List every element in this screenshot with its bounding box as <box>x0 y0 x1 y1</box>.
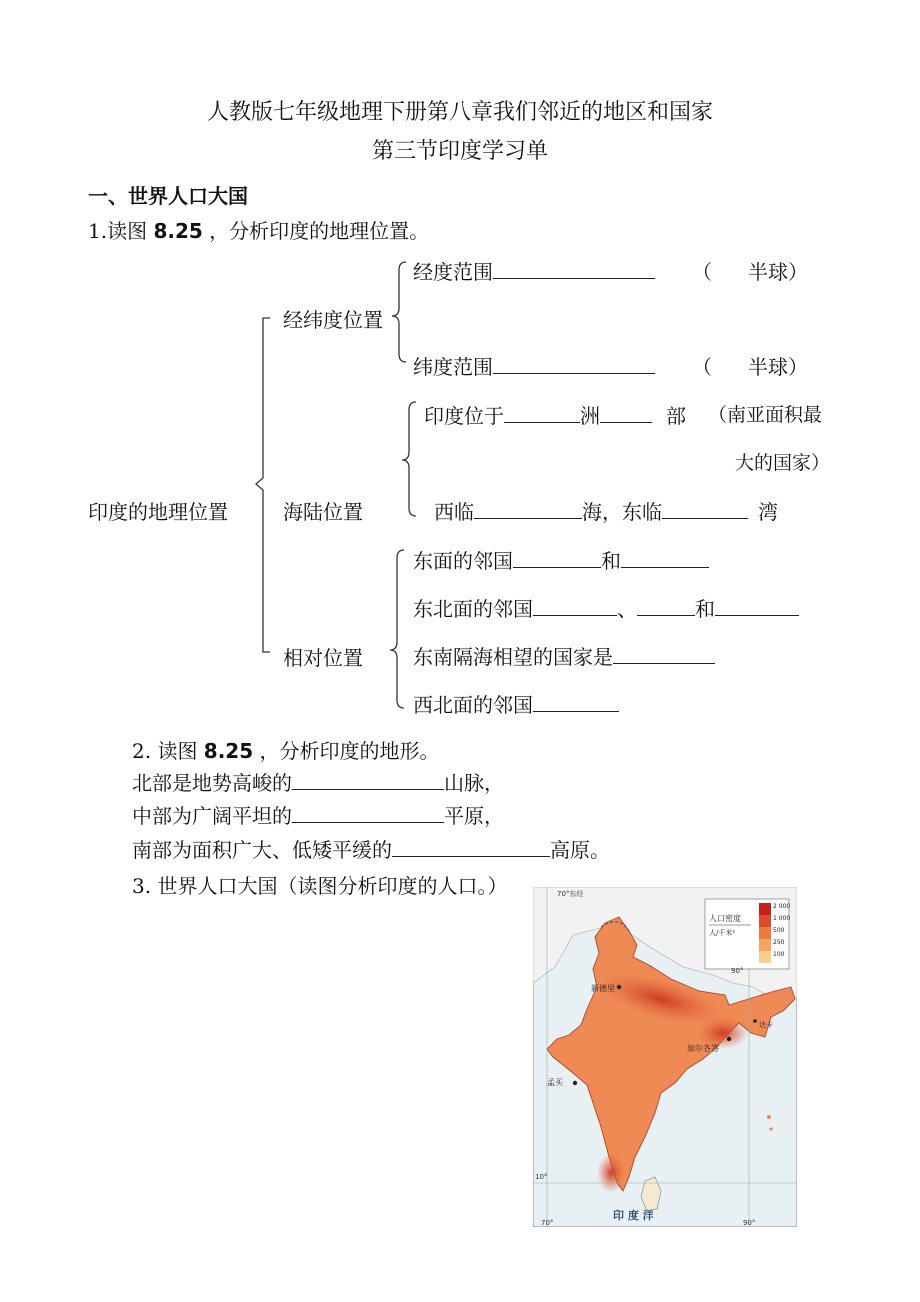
q3-text: 3. 世界人口大国（读图分析印度的人口。） <box>132 874 508 898</box>
east-blank-2[interactable] <box>621 549 709 568</box>
northwest-blank[interactable] <box>533 693 619 712</box>
legend-swatch <box>759 939 771 951</box>
legend-value: 100 <box>773 951 785 958</box>
legend-value: 2 000 <box>773 903 791 910</box>
northeast-blank-3[interactable] <box>715 597 799 616</box>
q1-fig: 8.25 <box>153 219 203 243</box>
northeast-b: 、 <box>617 597 637 621</box>
city-label-kolkata: 加尔各答 <box>687 1044 719 1053</box>
sealand-line1 <box>424 400 686 429</box>
plain-blank[interactable] <box>292 804 444 823</box>
legend-value: 250 <box>773 939 785 946</box>
legend-value: 1 000 <box>773 915 791 922</box>
q2-north-b: 山脉， <box>444 771 504 795</box>
latitude-paren-close: 半球） <box>748 355 808 379</box>
q1-prefix: 1.读图 <box>88 219 154 243</box>
india-population-density-map <box>533 887 797 1227</box>
q2-north-a: 北部是地势高峻的 <box>132 771 292 795</box>
legend-swatch <box>759 903 771 915</box>
grid-label-bottom-70: 70° <box>541 1219 554 1227</box>
city-marker-dhaka <box>753 1019 757 1023</box>
sealand-l1-a: 印度位于 <box>424 404 504 428</box>
q1-suffix: ，分析印度的地理位置。 <box>202 219 430 243</box>
latitude-label: 纬度范围 <box>413 355 493 379</box>
east-neighbor-line <box>413 545 709 574</box>
sealand-brace <box>402 402 416 516</box>
city-label-dhaka: 达卡 <box>759 1021 773 1029</box>
q2-fig: 8.25 <box>203 739 254 763</box>
east-a: 东面的邻国 <box>413 549 513 573</box>
map-svg <box>533 887 797 1227</box>
sealand-l2-c: 湾 <box>758 500 778 524</box>
island-dot <box>767 1115 771 1119</box>
legend-swatch <box>759 951 771 963</box>
doc-title-line1: 人教版七年级地理下册第八章我们邻近的地区和国家 <box>206 100 713 125</box>
sealand-l1-cont: 大的国家） <box>735 452 831 474</box>
q2-middle-a: 中部为广阔平坦的 <box>132 804 292 828</box>
continent-blank[interactable] <box>504 404 580 423</box>
legend-swatch <box>759 927 771 939</box>
northeast-blank-2[interactable] <box>637 597 695 616</box>
grid-label-bottom-90: 90° <box>743 1219 756 1227</box>
northeast-a: 东北面的邻国 <box>413 597 533 621</box>
southeast-blank[interactable] <box>613 645 715 664</box>
latitude-paren-open: （ <box>692 355 712 379</box>
kerala-dense-area <box>597 1153 625 1193</box>
sealand-l2-a: 西临 <box>434 500 474 524</box>
longitude-line <box>413 256 655 285</box>
latlon-brace <box>392 262 406 362</box>
sealand-line2 <box>434 496 778 525</box>
q2-prefix: 2. 读图 <box>132 739 204 763</box>
longitude-paren-open: （ <box>692 260 712 284</box>
q2-south <box>132 834 610 863</box>
latlon-label: 经纬度位置 <box>283 308 383 332</box>
legend <box>705 899 790 969</box>
grid-label-10: 10° <box>535 1173 548 1181</box>
q2-suffix: ，分析印度的地形。 <box>253 739 440 763</box>
relative-label: 相对位置 <box>283 646 363 670</box>
q2-south-b: 高原。 <box>550 838 610 862</box>
sealand-l1-c: 部 <box>666 404 686 428</box>
sealand-l2-b: 海，东临 <box>582 500 662 524</box>
sealand-l1-d: （南亚面积最 <box>708 404 823 426</box>
q2-north <box>132 767 504 796</box>
q2-text <box>132 735 440 764</box>
main-brace <box>256 318 270 652</box>
grid-label-90: 90° <box>731 967 744 975</box>
legend-value: 500 <box>773 927 785 934</box>
east-b: 和 <box>601 549 621 573</box>
root-label: 印度的地理位置 <box>88 500 228 524</box>
mountain-blank[interactable] <box>292 771 444 790</box>
east-bay-blank[interactable] <box>662 500 748 519</box>
grid-label-top: 70°东经 <box>557 890 584 898</box>
plateau-blank[interactable] <box>392 838 550 857</box>
latitude-blank[interactable] <box>493 355 655 374</box>
northeast-blank-1[interactable] <box>533 597 617 616</box>
northeast-neighbor-line <box>413 593 799 622</box>
q2-south-a: 南部为面积广大、低矮平缓的 <box>132 838 392 862</box>
east-blank-1[interactable] <box>513 549 601 568</box>
city-label-mumbai: 孟买 <box>547 1078 563 1087</box>
continent-part-blank[interactable] <box>600 404 652 423</box>
city-marker-delhi <box>617 985 621 989</box>
southeast-a: 东南隔海相望的国家是 <box>413 645 613 669</box>
legend-unit: 人/千米² <box>709 929 736 937</box>
city-label-delhi: 新德里 <box>591 984 615 993</box>
longitude-paren-close: 半球） <box>748 260 808 284</box>
northwest-line <box>413 689 619 718</box>
ocean-label: 印 度 洋 <box>613 1209 654 1222</box>
doc-title-line2: 第三节印度学习单 <box>371 139 548 164</box>
longitude-label: 经度范围 <box>413 260 493 284</box>
legend-swatch <box>759 915 771 927</box>
legend-title: 人口密度 <box>709 914 741 923</box>
sealand-l1-b: 洲 <box>580 404 600 428</box>
west-sea-blank[interactable] <box>474 500 582 519</box>
northwest-a: 西北面的邻国 <box>413 693 533 717</box>
q2-middle-b: 平原， <box>444 804 504 828</box>
city-marker-mumbai <box>573 1081 577 1085</box>
longitude-blank[interactable] <box>493 260 655 279</box>
city-marker-kolkata <box>727 1037 731 1041</box>
latitude-line <box>413 351 655 380</box>
section1-heading: 一、世界人口大国 <box>88 184 248 208</box>
northeast-c: 和 <box>695 597 715 621</box>
island-dot <box>769 1127 772 1130</box>
southeast-line <box>413 641 715 670</box>
sealand-label: 海陆位置 <box>283 500 363 524</box>
relative-brace <box>390 550 404 708</box>
q2-middle <box>132 800 504 829</box>
